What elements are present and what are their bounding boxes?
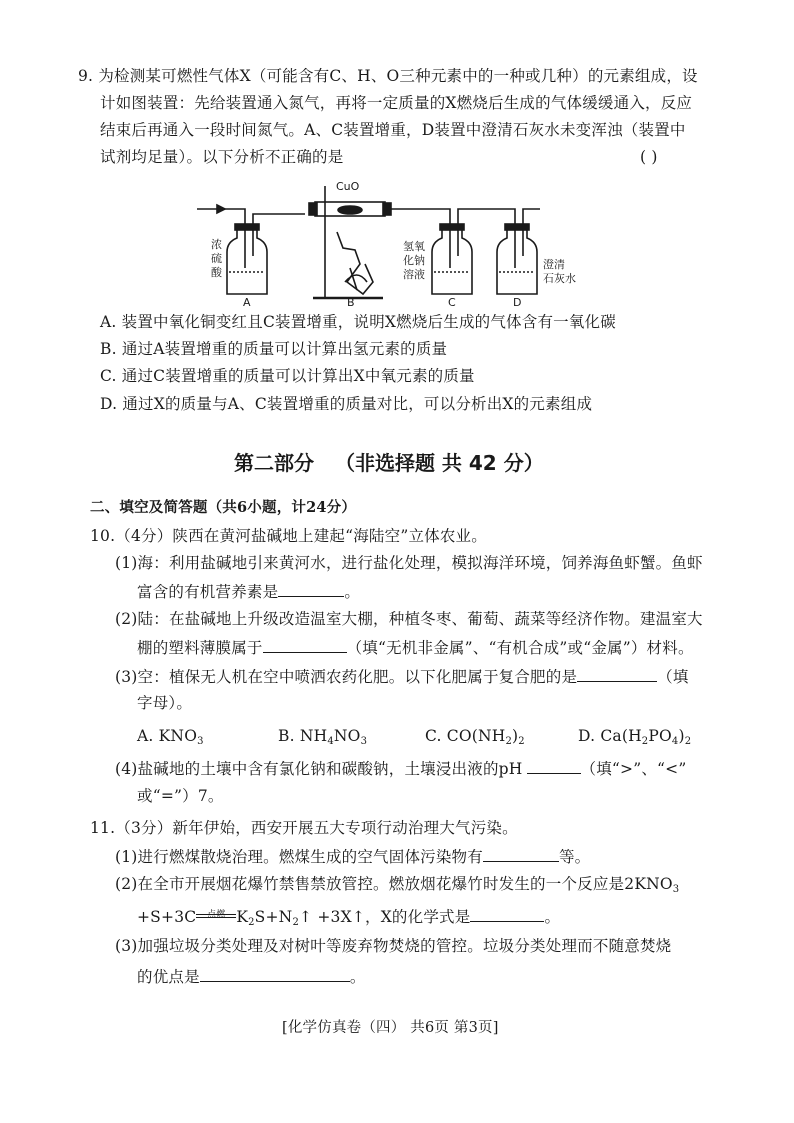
q10-part2-line1: (2)陆：在盐碱地上升级改造温室大棚，种植冬枣、葡萄、蔬菜等经济作物。建温室大 [115, 610, 703, 628]
q10-part3-line1 [115, 666, 689, 687]
combustion-tube-right-stopper [383, 203, 391, 215]
q10-part1-line2 [137, 581, 360, 602]
q10-part3-text: (3)空：植保无人机在空中喷洒农药化肥。以下化肥属于复合肥的是 [115, 668, 578, 686]
c-reagent-line-2: 化钠 [403, 254, 425, 267]
answer-paren: ( ) [640, 148, 658, 166]
c-reagent-line-1: 氢氧 [403, 240, 425, 253]
q9-line-4: 试剂均足量）。以下分析不正确的是 [100, 148, 344, 166]
q10-part3-blank[interactable] [577, 666, 657, 682]
q11-part1-blank[interactable] [483, 846, 559, 862]
q11-part1-end: 等。 [558, 848, 591, 866]
apparatus-diagram [195, 172, 615, 310]
q10-part4-text: (4)盐碱地的土壤中含有氯化钠和碳酸钠，土壤浸出液的pH [115, 760, 523, 778]
label-b: B [347, 296, 355, 309]
q11-part3-line2 [137, 966, 366, 987]
q10-part2-text: 棚的塑料薄膜属于 [137, 639, 263, 657]
q10-part1-end: 。 [344, 583, 361, 601]
q9-option-b: B. 通过A装置增重的质量可以计算出氢元素的质量 [100, 340, 448, 358]
q10-part3-line2: 字母）。 [137, 694, 193, 712]
fertilizer-option-c: C. $CO(NH_2)_2$ [425, 727, 525, 747]
c-reagent-line-3: 溶液 [403, 268, 425, 281]
q10-part1-text: 富含的有机营养素是 [137, 583, 279, 601]
bottle-d-stopper [505, 224, 529, 230]
q10-part2-line2 [137, 637, 694, 658]
q10-stem: 10.（4分）陕西在黄河盐碱地上建起“海陆空”立体农业。 [90, 527, 487, 545]
q10-part4-blank[interactable] [527, 758, 581, 774]
q11-part2-blank[interactable] [470, 906, 544, 922]
part2-title-text: 第二部分 [234, 451, 314, 475]
q10-part2-blank[interactable] [263, 637, 347, 653]
q9-option-a: A. 装置中氧化铜变红且C装置增重，说明X燃烧后生成的气体含有一氧化碳 [100, 313, 616, 331]
q11-part1 [115, 846, 590, 867]
page-footer: [化学仿真卷（四） 共6页 第3页] [282, 1020, 499, 1036]
label-a: A [243, 296, 251, 309]
q11-part3-blank[interactable] [200, 966, 350, 982]
a-reagent-line-2: 硫 [211, 252, 222, 265]
q11-stem: 11.（3分）新年伊始，西安开展五大专项行动治理大气污染。 [90, 819, 518, 837]
q10-part4-line1 [115, 758, 686, 779]
combustion-tube-left-stopper [309, 203, 317, 215]
q9-line-3: 结束后再通入一段时间氮气。A、C装置增重，D装置中澄清石灰水未变浑浊（装置中 [100, 121, 686, 139]
q9-line-2: 计如图装置：先给装置通入氮气，再将一定质量的X燃烧后生成的气体缓缓通入，反应 [100, 94, 693, 112]
bottle-a [227, 230, 267, 294]
q11-part2-line2: +S+3C 点燃 $K_2S+N_2↑$ +3X↑，X的化学式是 。 [137, 908, 561, 928]
section2-heading: 二、填空及简答题（共6小题，计24分） [90, 499, 357, 516]
part2-subtitle: （非选择题 共 42 分） [334, 451, 544, 475]
fertilizer-option-a: A. $KNO_3$ [137, 727, 204, 747]
q10-part1-line1: (1)海：利用盐碱地引来黄河水，进行盐化处理，模拟海洋环境，饲养海鱼虾蟹。鱼虾 [115, 554, 703, 572]
part2-title [234, 447, 544, 476]
q10-part4-line2: 或“=”）7。 [137, 787, 224, 805]
fertilizer-option-d: D. $Ca(H_2PO_4)_2$ [578, 727, 692, 747]
bottle-d [497, 230, 537, 294]
a-reagent-line-3: 酸 [211, 266, 222, 279]
q11-part3-text: 的优点是 [137, 968, 200, 986]
d-reagent-line-1: 澄清 [543, 258, 565, 271]
q10-part2-hint: （填“无机非金属”、“有机合成”或“金属”）材料。 [346, 639, 694, 657]
a-reagent-line-1: 浓 [211, 238, 222, 251]
q10-part1-blank[interactable] [278, 581, 344, 597]
fertilizer-option-b: B. $NH_4NO_3$ [278, 727, 368, 747]
q11-part1-text: (1)进行燃煤散烧治理。燃煤生成的空气固体污染物有 [115, 848, 483, 866]
q10-part3-hint: （填 [657, 668, 689, 686]
a-outlet-tube [253, 214, 305, 256]
label-c: C [448, 296, 456, 309]
cuo-label: CuO [336, 180, 360, 193]
q9-option-d: D. 通过X的质量与A、C装置增重的质量对比，可以分析出X的元素组成 [100, 395, 593, 413]
d-reagent-line-2: 石灰水 [543, 272, 576, 285]
q9-line-1: 9. 为检测某可燃性气体X（可能含有C、H、O三种元素中的一种或几种）的元素组成，设 [78, 67, 698, 85]
q9-option-c: C. 通过C装置增重的质量可以计算出X中氧元素的质量 [100, 367, 475, 385]
q11-part3-end: 。 [349, 968, 366, 986]
bottle-a-stopper [235, 224, 259, 230]
q11-part3-line1: (3)加强垃圾分类处理及对树叶等废弃物焚烧的管控。垃圾分类处理而不随意焚烧 [115, 937, 672, 955]
bottle-c-stopper [440, 224, 464, 230]
label-d: D [513, 296, 522, 309]
q10-part4-hint: （填“>”、“<” [580, 760, 687, 778]
q11-part2-line1: (2)在全市开展烟花爆竹禁售禁放管控。燃放烟花爆竹时发生的一个反应是$2KNO_3$ [115, 875, 680, 895]
bottle-c [432, 230, 472, 294]
cuo-powder [338, 206, 362, 214]
